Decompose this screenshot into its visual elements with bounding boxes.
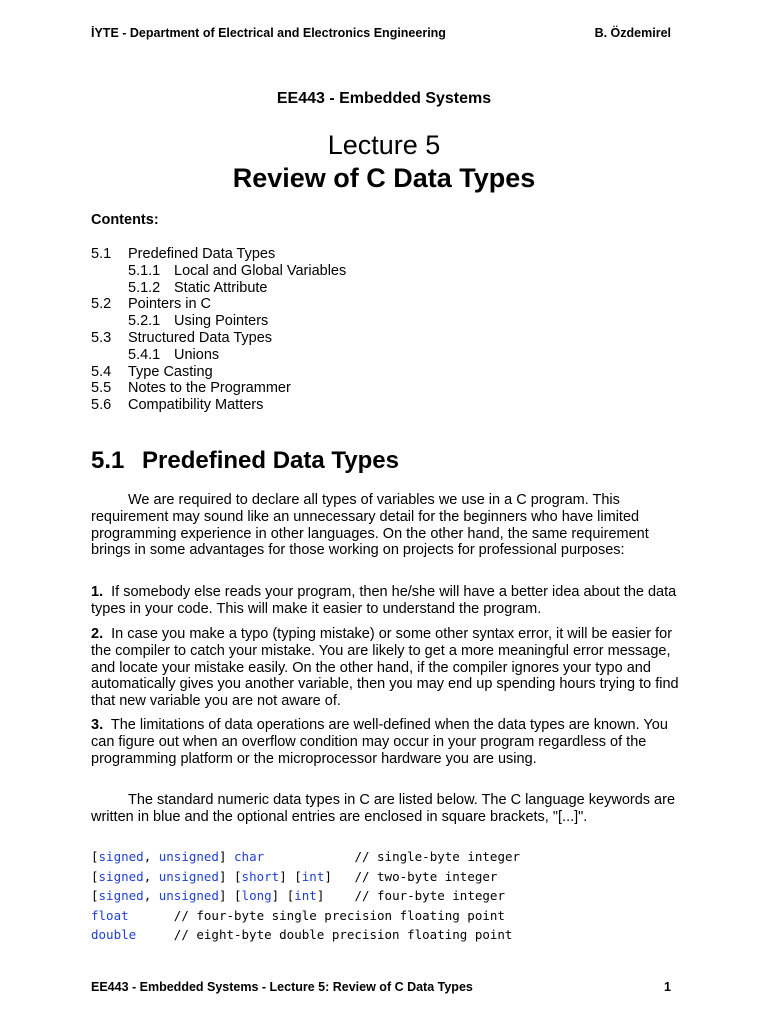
toc-item[interactable]: 5.5 Notes to the Programmer [91, 380, 291, 397]
toc-item[interactable]: 5.1.1 Local and Global Variables [128, 262, 347, 279]
code-line: double // eight-byte double precision floating point [91, 927, 513, 942]
point-2: 2. In case you make a typo (typing mistake) or some other syntax error, it will be easier for the compiler to catch your mistake. You are likely to get a more meaningful error message, and locate your mistake easily. On the other hand, if the compiler ignores your typo and automatically gives you another variable, then you may end up spending hours trying to find that new variable you are not aware of. [91, 626, 679, 710]
toc-item[interactable]: 5.6 Compatibility Matters [91, 397, 264, 414]
page-number: 1 [664, 980, 671, 994]
header-left: İYTE - Department of Electrical and Electronics Engineering [91, 26, 446, 40]
lecture-number: Lecture 5 [327, 130, 441, 160]
code-line: [signed, unsigned] [long] [int] // four-byte integer [91, 888, 505, 903]
toc-item[interactable]: 5.4 Type Casting [91, 363, 213, 380]
contents-heading: Contents: [91, 212, 159, 228]
toc-item[interactable]: 5.3 Structured Data Types [91, 329, 273, 346]
standard-types-paragraph: The standard numeric data types in C are listed below. The C language keywords are written in blue and the optional entries are enclosed in square brackets, "[...]". [91, 792, 676, 825]
footer-title: EE443 - Embedded Systems - Lecture 5: Review of C Data Types [91, 980, 473, 994]
toc-item[interactable]: 5.2 Pointers in C [91, 296, 212, 313]
intro-paragraph: We are required to declare all types of variables we use in a C program. This requirement may sound like an unnecessary detail for the beginners who have limited programming experience in other languages. On the other hand, the same requirement brings in some advantages for those working on projects for professional purposes: [91, 492, 649, 559]
point-1: 1. If somebody else reads your program, then he/she will have a better idea about the data types in your code. This will make it easier to understand the program. [91, 584, 677, 617]
section-heading: 5.1 Predefined Data Types [91, 447, 399, 474]
course-title: EE443 - Embedded Systems [276, 90, 492, 107]
point-3: 3. The limitations of data operations are well-defined when the data types are known. You can figure out when an overflow condition may occur in your program regardless of the programming platform or the microprocessor hardware you are using. [91, 717, 668, 767]
code-block [91, 847, 520, 945]
code-line: float // four-byte single precision floating point [91, 907, 505, 923]
code-line: [signed, unsigned] char // single-byte integer [91, 849, 521, 864]
toc-item[interactable]: 5.2.1 Using Pointers [128, 313, 269, 330]
table-of-contents [91, 246, 346, 414]
lecture-title: Review of C Data Types [232, 163, 536, 193]
toc-item[interactable]: 5.4.1 Unions [128, 346, 220, 363]
code-line: [signed, unsigned] [short] [int] // two-byte integer [91, 868, 498, 884]
toc-item[interactable]: 5.1 Predefined Data Types [91, 246, 276, 262]
header-author: B. Özdemirel [594, 26, 671, 40]
toc-item[interactable]: 5.1.2 Static Attribute [128, 279, 268, 296]
